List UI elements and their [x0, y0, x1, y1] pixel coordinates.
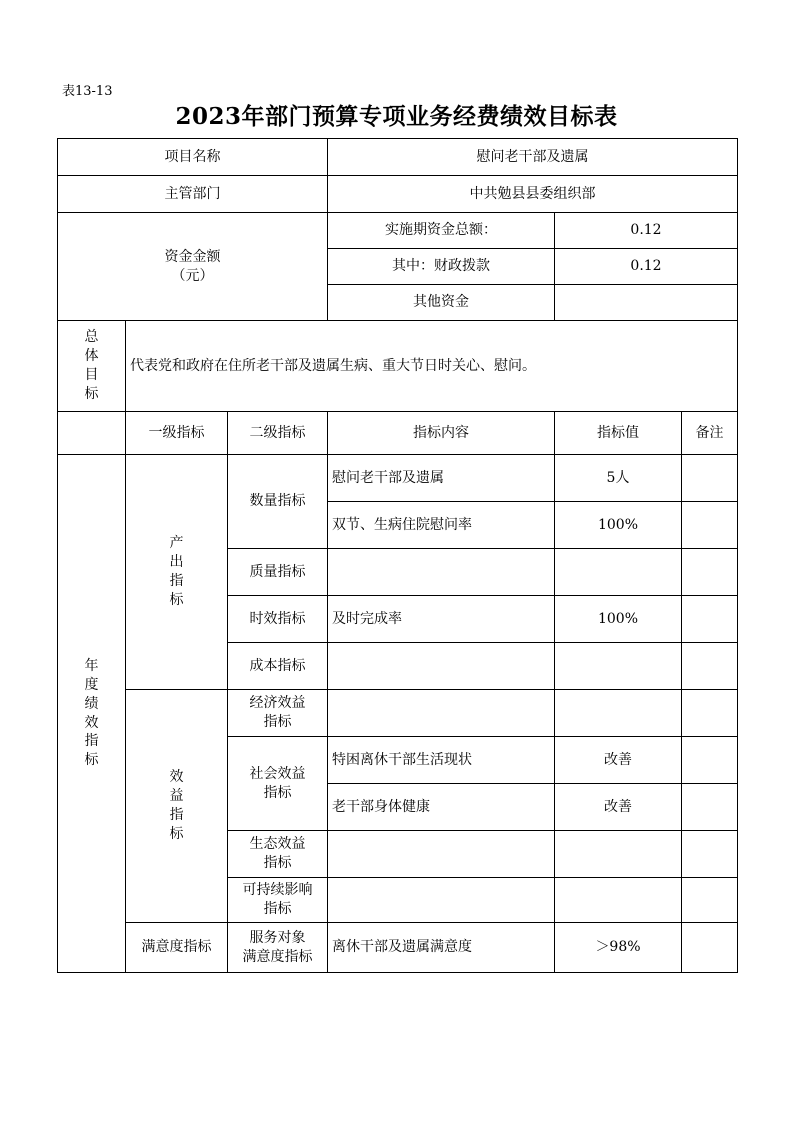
- satisfaction-indicator-label: [228, 923, 328, 973]
- benefit-label-char: 效: [169, 769, 184, 786]
- indicator-content: [328, 549, 555, 596]
- overall-goal-label: [58, 321, 126, 412]
- cost-indicator-label: 成本指标: [228, 643, 328, 690]
- indicator-note: [682, 784, 738, 831]
- indicator-note: [682, 737, 738, 784]
- header-blank: [58, 412, 126, 455]
- indicator-content: 离休干部及遗属满意度: [328, 923, 555, 973]
- indicator-note: [682, 690, 738, 737]
- output-indicator-label: [126, 455, 228, 690]
- indicator-content: 老干部身体健康: [328, 784, 555, 831]
- other-funds-value: [555, 285, 738, 321]
- header-level1: 一级指标: [126, 412, 228, 455]
- indicator-value: ＞98%: [555, 923, 682, 973]
- indicator-note: [682, 549, 738, 596]
- indicator-value: 改善: [555, 737, 682, 784]
- quality-indicator-label: 质量指标: [228, 549, 328, 596]
- header-level2: 二级指标: [228, 412, 328, 455]
- overall-goal-char: 目: [84, 367, 99, 383]
- indicator-note: [682, 923, 738, 973]
- annual-indicator-label: [58, 455, 126, 973]
- total-funds-label: 实施期资金总额：: [328, 213, 555, 249]
- overall-goal-char: 标: [84, 385, 99, 402]
- header-note: 备注: [682, 412, 738, 455]
- output-label-char: 出: [169, 554, 184, 571]
- header-content: 指标内容: [328, 412, 555, 455]
- indicator-value: [555, 831, 682, 878]
- indicator-content: [328, 831, 555, 878]
- indicator-value: 5人: [555, 455, 682, 502]
- social-label-line1: 社会效益: [249, 765, 306, 782]
- sustainable-indicator-label: [228, 878, 328, 923]
- indicator-value: 100%: [555, 502, 682, 549]
- benefit-label-char: 益: [169, 788, 184, 805]
- indicator-content: 双节、生病住院慰问率: [328, 502, 555, 549]
- total-funds-value: 0.12: [555, 213, 738, 249]
- benefit-label-char: 指: [169, 807, 184, 823]
- annual-label-char: 指: [84, 733, 99, 750]
- project-name-label: 项目名称: [58, 139, 328, 176]
- annual-label-char: 标: [84, 752, 99, 769]
- economic-label-line1: 经济效益: [249, 695, 306, 712]
- output-label-char: 产: [169, 535, 184, 552]
- social-label-line2: 指标: [263, 784, 292, 801]
- benefit-label-char: 标: [169, 825, 184, 842]
- ecological-label-line2: 指标: [263, 855, 292, 871]
- annual-label-char: 效: [84, 714, 99, 731]
- indicator-content: [328, 878, 555, 923]
- economic-indicator-label: [228, 690, 328, 737]
- performance-target-table: [57, 138, 738, 973]
- indicator-content: [328, 643, 555, 690]
- timeliness-indicator-label: 时效指标: [228, 596, 328, 643]
- other-funds-label: 其他资金: [328, 285, 555, 321]
- indicator-value: 100%: [555, 596, 682, 643]
- page-title: 2023年部门预算专项业务经费绩效目标表: [175, 103, 618, 130]
- economic-label-line2: 指标: [263, 714, 292, 730]
- indicator-content: 慰问老干部及遗属: [328, 455, 555, 502]
- benefit-indicator-label: [126, 690, 228, 923]
- ecological-label-line1: 生态效益: [249, 836, 306, 853]
- sustainable-label-line1: 可持续影响: [242, 882, 313, 899]
- department-value: 中共勉县县委组织部: [328, 176, 738, 213]
- overall-goal-char: 体: [84, 348, 99, 365]
- output-label-char: 指: [169, 573, 184, 589]
- department-label: 主管部门: [58, 176, 328, 213]
- indicator-value: [555, 643, 682, 690]
- table-number: 表13-13: [62, 84, 113, 99]
- indicator-note: [682, 455, 738, 502]
- indicator-note: [682, 502, 738, 549]
- satisfaction-label-line1: 服务对象: [249, 929, 306, 946]
- satisfaction-level1-label: 满意度指标: [126, 923, 228, 973]
- funds-label-line1: 资金金额: [164, 248, 221, 265]
- annual-label-char: 年: [84, 657, 99, 674]
- indicator-value: [555, 549, 682, 596]
- indicator-note: [682, 878, 738, 923]
- overall-goal-char: 总: [84, 329, 99, 346]
- sustainable-label-line2: 指标: [263, 901, 292, 917]
- indicator-value: [555, 878, 682, 923]
- indicator-content: 及时完成率: [328, 596, 555, 643]
- project-name-value: 慰问老干部及遗属: [328, 139, 738, 176]
- fiscal-funds-label: 其中：财政拨款: [328, 249, 555, 285]
- overall-goal-text: 代表党和政府在住所老干部及遗属生病、重大节日时关心、慰问。: [126, 321, 738, 412]
- header-value: 指标值: [555, 412, 682, 455]
- satisfaction-label-line2: 满意度指标: [242, 948, 313, 965]
- social-indicator-label: [228, 737, 328, 831]
- indicator-content: [328, 690, 555, 737]
- annual-label-char: 绩: [84, 695, 99, 712]
- fiscal-funds-value: 0.12: [555, 249, 738, 285]
- indicator-note: [682, 596, 738, 643]
- quantity-indicator-label: 数量指标: [228, 455, 328, 549]
- indicator-value: 改善: [555, 784, 682, 831]
- indicator-value: [555, 690, 682, 737]
- indicator-note: [682, 831, 738, 878]
- indicator-content: 特困离休干部生活现状: [328, 737, 555, 784]
- funds-label: [58, 213, 328, 321]
- ecological-indicator-label: [228, 831, 328, 878]
- funds-label-line2: （元）: [171, 267, 214, 284]
- output-label-char: 标: [169, 591, 184, 608]
- annual-label-char: 度: [84, 676, 99, 693]
- indicator-note: [682, 643, 738, 690]
